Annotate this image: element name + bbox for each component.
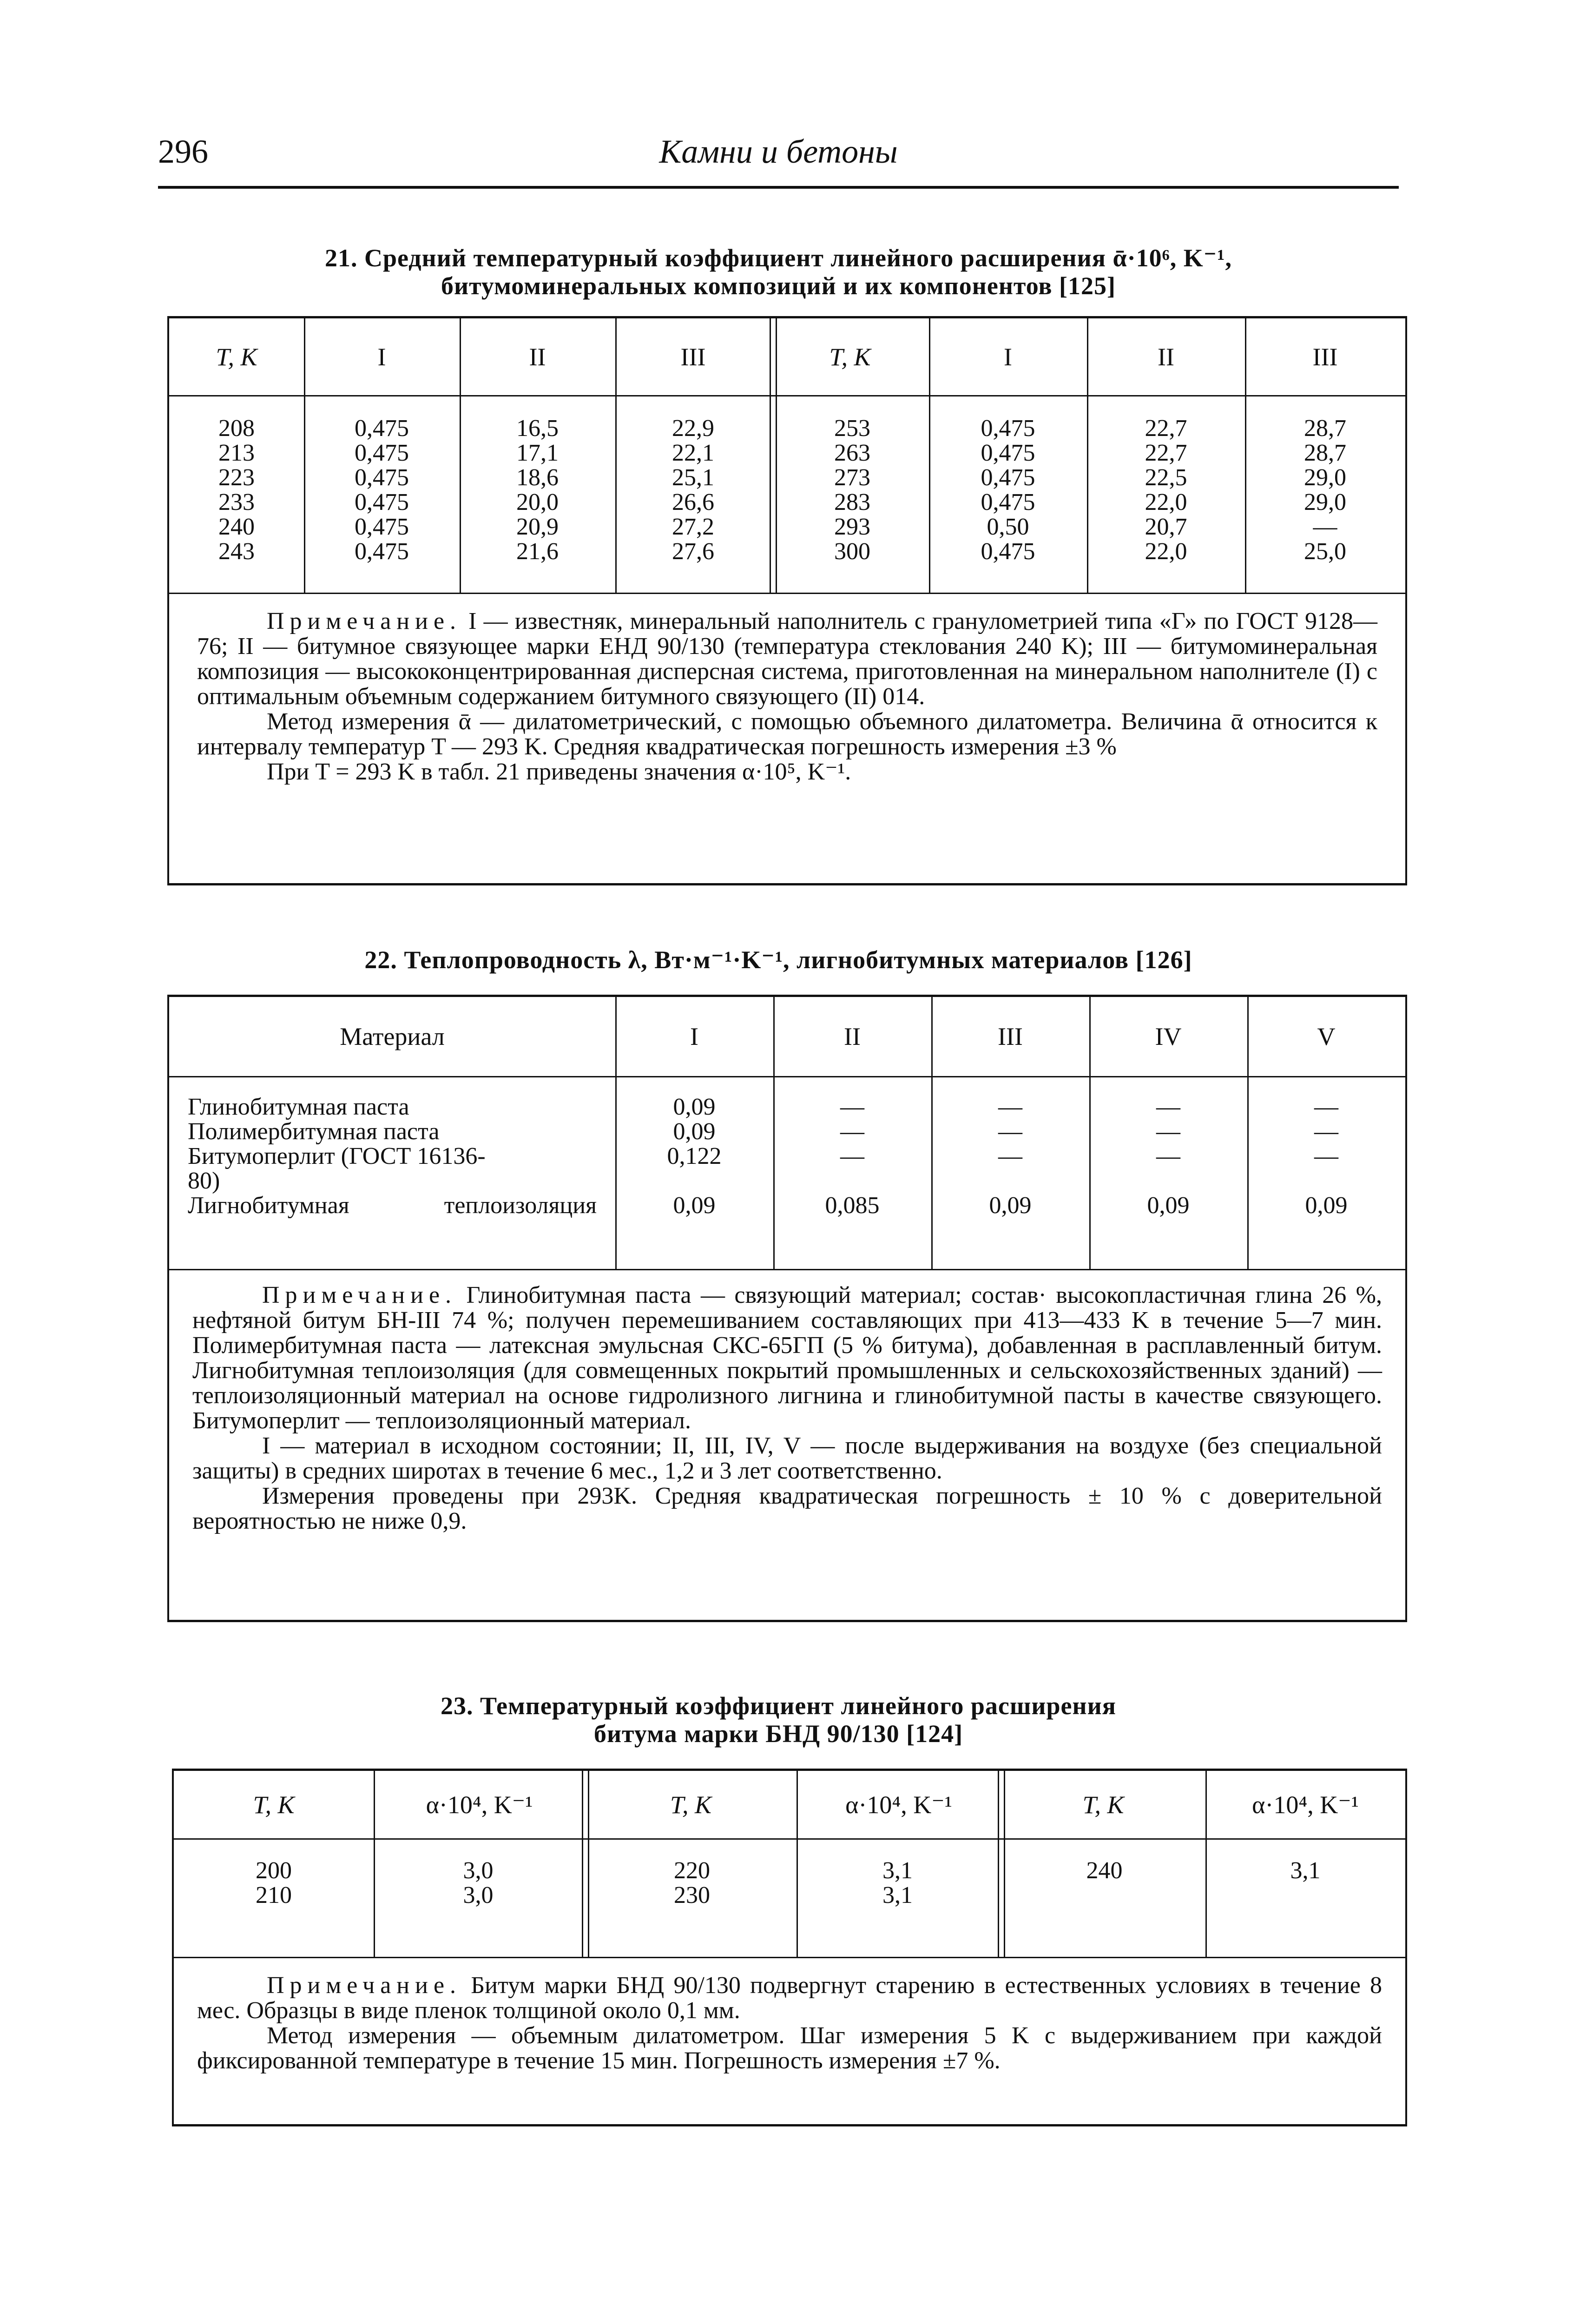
table22-header-row: [169, 997, 1405, 1076]
table22-cell: —: [840, 1094, 864, 1120]
table21-col-ii2: [1087, 416, 1245, 564]
table21-cell: 22,0: [1145, 489, 1187, 515]
table23-header-row: [174, 1771, 1405, 1838]
table21-cell: 0,475: [355, 538, 409, 565]
table23-body-rule: [174, 1957, 1405, 1958]
table22-col-i: [615, 1095, 773, 1218]
page-header: [158, 132, 1399, 189]
table22-cell: 0,09: [989, 1192, 1032, 1219]
running-title: Камни и бетоны: [659, 133, 898, 170]
table23-cell: 3,0: [463, 1857, 494, 1884]
table22-material: Лигнобитумная теплоизоляция: [188, 1192, 597, 1219]
table22-cell: 0,122: [667, 1143, 722, 1169]
table23-cell: 240: [1086, 1857, 1123, 1884]
table22-cell: 0,085: [825, 1192, 880, 1219]
table21-header-rule: [169, 395, 1405, 396]
table22-cell: 0,09: [673, 1192, 716, 1219]
note-label: Примечание.: [267, 1972, 462, 1999]
table23-cell: 3,1: [1290, 1857, 1321, 1884]
table22-header-material: Материал: [340, 1023, 445, 1050]
table21-cell: 0,475: [981, 538, 1035, 565]
table21-cell: 20,0: [516, 489, 559, 515]
table21-cell: 20,9: [516, 514, 559, 540]
table22-material: Полимербитумная паста: [188, 1118, 440, 1145]
table21-header-row: [169, 318, 1405, 395]
table23-caption: [158, 1692, 1399, 1748]
table23-header-tk-3: T, K: [1082, 1790, 1124, 1819]
table23-col-a2: [797, 1858, 999, 1908]
table21-cell: 21,6: [516, 538, 559, 565]
table22-body-rule: [169, 1269, 1405, 1270]
table21-cell: 273: [834, 464, 870, 491]
table21-header-tk-1: T, K: [216, 343, 257, 371]
table22-cell: —: [840, 1143, 864, 1169]
note-label: Примечание.: [267, 608, 462, 634]
table21-cell: 223: [218, 464, 255, 491]
table23-note: [197, 1973, 1382, 2073]
table23-cell: 200: [256, 1857, 292, 1884]
table22-col-ii: [773, 1095, 931, 1218]
table23-col-a3: [1205, 1858, 1405, 1883]
table22-col-iii: [931, 1095, 1089, 1218]
table21-caption: [158, 244, 1399, 300]
table22-cell: 0,09: [673, 1118, 716, 1145]
table23-col-t2: [587, 1858, 797, 1908]
table22-caption-line: 22. Теплопроводность λ, Вт·м⁻¹·K⁻¹, лигнобитумных материалов [126]: [364, 946, 1192, 974]
table23-header-alpha-2: α·10⁴, K⁻¹: [845, 1791, 952, 1819]
table21-header-i-1: I: [377, 343, 386, 371]
table21-col-iii2: [1245, 416, 1405, 564]
table21-note: [197, 609, 1377, 785]
table21-cell: 263: [834, 440, 870, 466]
table21-col-t1: [169, 416, 304, 564]
table23-cell: 3,1: [882, 1857, 913, 1884]
table21-cell: 283: [834, 489, 870, 515]
table21-header-ii-2: II: [1158, 343, 1174, 371]
note-label: Примечание.: [262, 1282, 457, 1308]
table21-col-t2: [776, 416, 929, 564]
table21-cell: 233: [218, 489, 255, 515]
table23: [172, 1769, 1407, 2126]
table21-cell: 16,5: [516, 415, 559, 442]
table21-caption-line1: 21. Средний температурный коэффициент линейного расширения ᾱ·10⁶, K⁻¹,: [325, 244, 1232, 272]
table21-cell: 22,7: [1145, 440, 1187, 466]
table23-note-paragraph: Метод измерения — объемным дилатометром. Шаг измерения 5 K с выдерживанием при каждой фиксированной температуре в течение 15 мин. Погрешность измерения ±7 %.: [197, 2022, 1382, 2074]
table23-note-paragraph: [197, 1973, 1382, 2023]
table21-cell: 28,7: [1304, 415, 1346, 442]
table22-material: Глинобитумная паста: [188, 1094, 409, 1120]
table23-caption-line1: 23. Температурный коэффициент линейного расширения: [441, 1692, 1116, 1720]
table21-cell: 293: [834, 514, 870, 540]
table21-cell: 0,475: [981, 489, 1035, 515]
table21-cell: 300: [834, 538, 870, 565]
table21-cell: 0,475: [355, 440, 409, 466]
table23-header-tk-1: T, K: [253, 1790, 295, 1819]
table22-cell: —: [1314, 1143, 1338, 1169]
table22-header-ii: II: [844, 1023, 861, 1050]
page-number: 296: [158, 133, 208, 170]
table22-note-paragraph: Измерения проведены при 293K. Средняя квадратическая погрешность ± 10 % с доверительной вероятностью не ниже 0,9.: [192, 1483, 1382, 1534]
table22: [167, 995, 1407, 1622]
table21-note-paragraph: При T = 293 K в табл. 21 приведены значения α·10⁵, K⁻¹.: [267, 759, 851, 785]
table21-cell: 22,7: [1145, 415, 1187, 442]
table22-header-iii: III: [998, 1023, 1023, 1050]
table23-cell: 230: [674, 1882, 710, 1908]
table21-cell: 0,475: [355, 489, 409, 515]
table21-cell: 22,9: [672, 415, 714, 442]
table21-cell: 253: [834, 415, 870, 442]
table23-cell: 3,1: [882, 1882, 913, 1908]
table22-material: Битумоперлит (ГОСТ 16136-80): [188, 1143, 486, 1194]
table22-header-v: V: [1317, 1023, 1336, 1050]
table21-cell: 25,1: [672, 464, 714, 491]
table21-col-iii1: [615, 416, 771, 564]
table22-cell: —: [998, 1094, 1022, 1120]
table22-cell: 0,09: [1147, 1192, 1190, 1219]
table21-cell: 29,0: [1304, 489, 1346, 515]
table21-header-iii-2: III: [1312, 343, 1338, 371]
table23-header-alpha-3: α·10⁴, K⁻¹: [1252, 1791, 1359, 1819]
table21-header-ii-1: II: [529, 343, 546, 371]
table21-cell: 240: [218, 514, 255, 540]
note-text: I — известняк, минеральный наполнитель с гранулометрией типа «Г» по ГОСТ 9128—76; II — битумное связующее марки ЕНД 90/130 (температура стеклования 240 K); III — битумоминеральная композиция — высококонцентрированная дисперсная система, приготовленная на минеральном наполнителе (I) с оптимальным объемным содержанием битумного связующего (II) 014.: [197, 608, 1377, 710]
table23-col-a1: [374, 1858, 583, 1908]
table22-cell: —: [840, 1118, 864, 1145]
table22-caption: [158, 946, 1399, 974]
table23-cell: 210: [256, 1882, 292, 1908]
table21-body-rule: [169, 593, 1405, 594]
table23-cell: 220: [674, 1857, 710, 1884]
table21-cell: 0,50: [987, 514, 1029, 540]
table21-header-i-2: I: [1004, 343, 1012, 371]
table21-note-paragraph: [197, 609, 1377, 709]
table23-header-tk-2: T, K: [670, 1790, 712, 1819]
table22-cell: 0,09: [1305, 1192, 1348, 1219]
table22-header-iv: IV: [1155, 1023, 1182, 1050]
table21-header-tk-2: T, K: [829, 343, 871, 371]
note-text: Битум марки БНД 90/130 подвергнут старению в естественных условиях в течение 8 мес. Образцы в виде пленок толщиной около 0,1 мм.: [197, 1972, 1382, 2024]
table22-cell: —: [1156, 1118, 1180, 1145]
table22-cell: 0,09: [673, 1094, 716, 1120]
table22-cell: —: [998, 1118, 1022, 1145]
table21-col-ii1: [460, 416, 615, 564]
table23-cell: 3,0: [463, 1882, 494, 1908]
table21-cell: 0,475: [981, 440, 1035, 466]
table21-cell: 0,475: [355, 464, 409, 491]
table21-cell: 17,1: [516, 440, 559, 466]
table21: [167, 316, 1407, 885]
table21-header-iii-1: III: [680, 343, 706, 371]
table21-cell: 0,475: [981, 415, 1035, 442]
table22-cell: —: [1314, 1094, 1338, 1120]
table21-cell: 0,475: [355, 415, 409, 442]
table23-caption-line2: битума марки БНД 90/130 [124]: [593, 1720, 963, 1748]
table22-note-paragraph: I — материал в исходном состоянии; II, III, IV, V — после выдерживания на воздухе (без специальной защиты) в средних широтах в течение 6 мес., 1,2 и 3 лет соответственно.: [192, 1433, 1382, 1484]
table22-header-rule: [169, 1076, 1405, 1077]
table22-cell: —: [1156, 1143, 1180, 1169]
table21-cell: 18,6: [516, 464, 559, 491]
table21-cell: 20,7: [1145, 514, 1187, 540]
table22-note-paragraph: [192, 1283, 1382, 1433]
note-text: Глинобитумная паста — связующий материал; состав· высокопластичная глина 26 %, нефтяной битум БН-III 74 %; получен перемешиванием составляющих при 413—433 K в течение 5—7 мин. Полимербитумная паста — латексная эмульсная СКС-65ГП (5 % битума), добавленная в расплавленный битум. Лигнобитумная теплоизоляция (для совмещенных покрытий промышленных и сельскохозяйственных зданий) — теплоизоляционный материал на основе гидролизного лигнина и глинобитумной пасты в качестве связующего. Битумоперлит — теплоизоляционный материал.: [192, 1282, 1382, 1434]
table22-col-v: [1247, 1095, 1405, 1218]
table21-cell: 22,5: [1145, 464, 1187, 491]
table22-col-iv: [1089, 1095, 1247, 1218]
table21-cell: 208: [218, 415, 255, 442]
table23-col-t3: [1003, 1858, 1205, 1883]
table21-cell: 213: [218, 440, 255, 466]
table23-header-alpha-1: α·10⁴, K⁻¹: [426, 1791, 533, 1819]
table21-cell: 27,2: [672, 514, 714, 540]
table22-note: [192, 1283, 1382, 1534]
table23-header-rule: [174, 1838, 1405, 1840]
table21-cell: 0,475: [355, 514, 409, 540]
table21-cell: 28,7: [1304, 440, 1346, 466]
table22-material-column: [188, 1095, 597, 1218]
table21-caption-line2: битумоминеральных композиций и их компонентов [125]: [441, 272, 1116, 300]
table22-cell: —: [1314, 1118, 1338, 1145]
table21-cell: 27,6: [672, 538, 714, 565]
table21-cell: 26,6: [672, 489, 714, 515]
table21-cell: 22,0: [1145, 538, 1187, 565]
table21-cell: 29,0: [1304, 464, 1346, 491]
table21-cell: 25,0: [1304, 538, 1346, 565]
table22-cell: —: [1156, 1094, 1180, 1120]
table21-cell: 22,1: [672, 440, 714, 466]
table21-cell: 243: [218, 538, 255, 565]
table22-header-i: I: [690, 1023, 698, 1050]
table22-cell: —: [998, 1143, 1022, 1169]
table21-col-i1: [304, 416, 460, 564]
table21-note-paragraph: Метод измерения ᾱ — дилатометрический, с помощью объемного дилатометра. Величина ᾱ относится к интервалу температур T — 293 K. Средняя квадратическая погрешность измерения ±3 %: [197, 708, 1377, 760]
table21-cell: —: [1313, 514, 1337, 540]
table21-col-i2: [929, 416, 1087, 564]
table21-cell: 0,475: [981, 464, 1035, 491]
table23-col-t1: [174, 1858, 374, 1908]
